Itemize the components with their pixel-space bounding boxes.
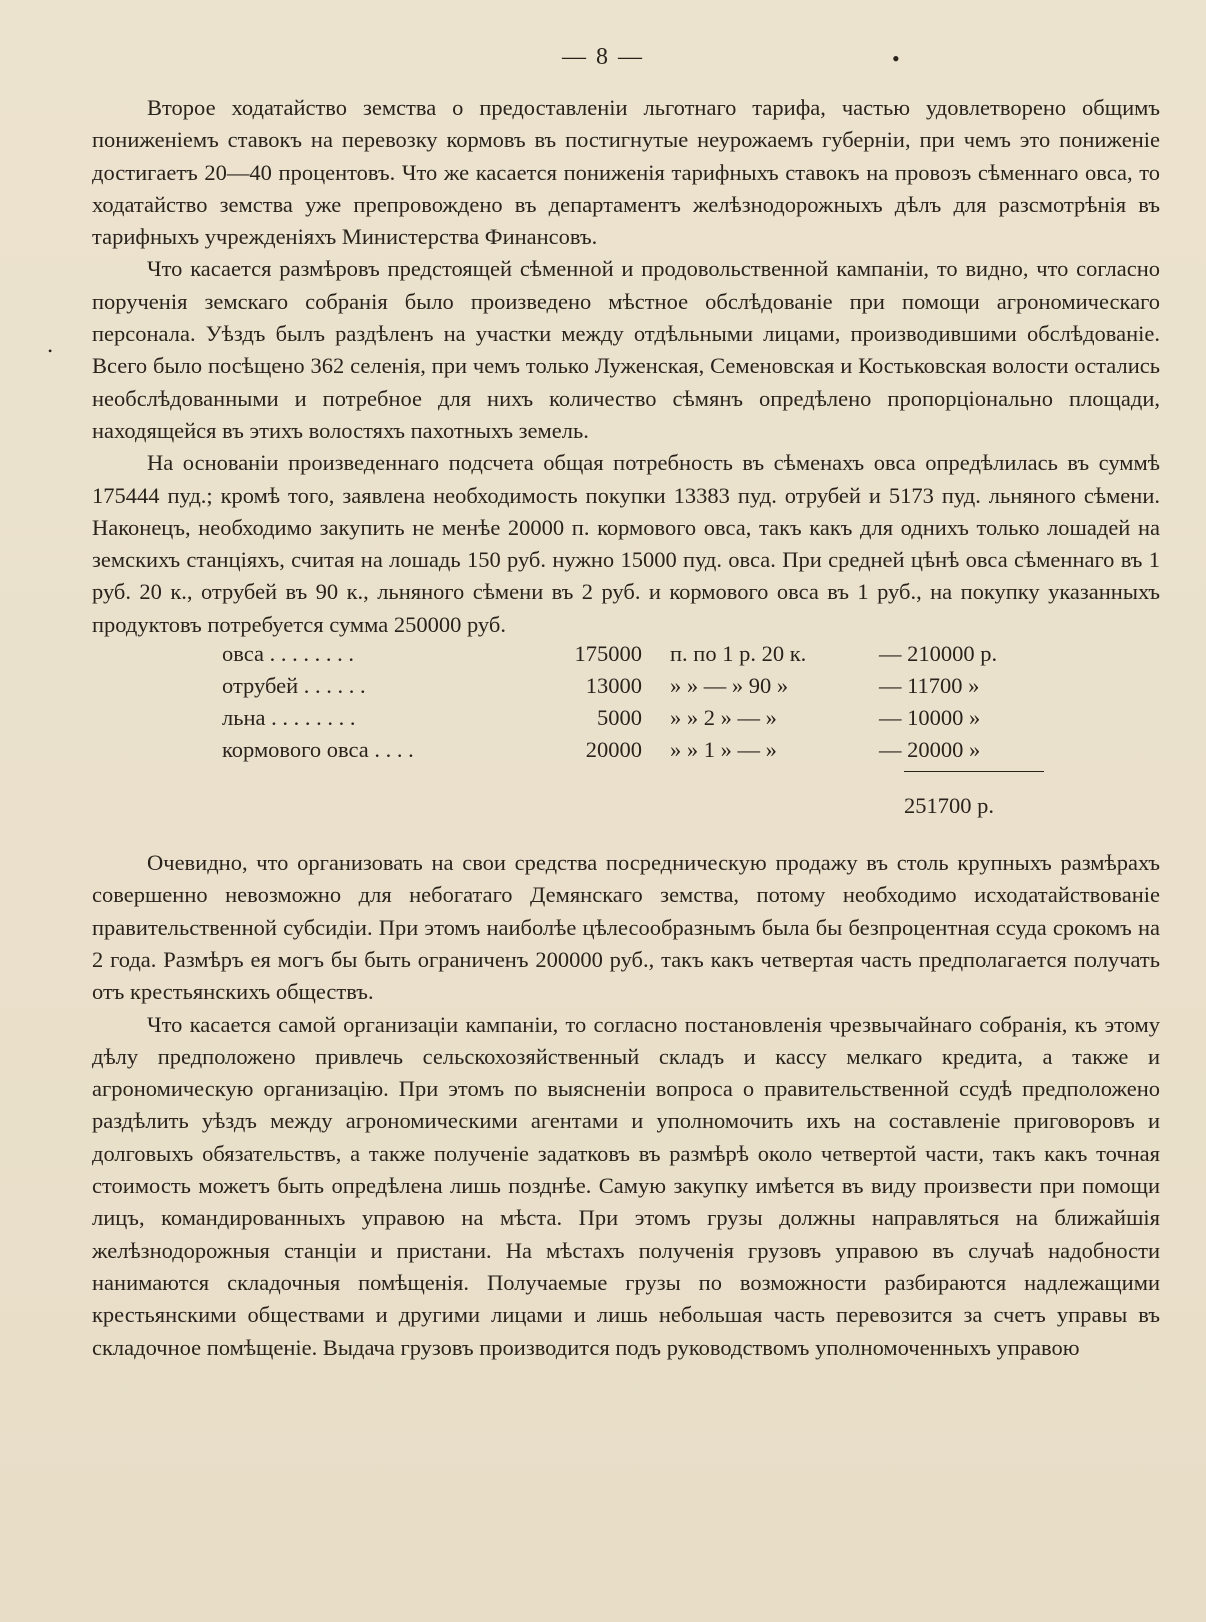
calc-price: п. по 1 р. 20 к. [670, 641, 807, 667]
paragraph-organization: Что касается самой организаціи кампаніи, то согласно постановленія чрезвычайнаго собранія, къ этому дѣлу предположено привлечь сельскохозяйственный складъ и кассу мелкаго кредита, а также и агрономическую организацію. При этомъ по выясненіи вопроса о правительственной ссудѣ предположено раздѣлить уѣздъ между агрономическими агентами и уполномочить ихъ на составленіе приговоровъ и долговыхъ обязательствъ, а также полученіе задатковъ въ размѣрѣ около четвертой части, такъ какъ точная стоимость можетъ быть опредѣлена лишь позднѣе. Самую закупку имѣется въ виду произвести при помощи лицъ, командированныхъ управою на мѣста. При этомъ грузы должны направляться на ближайшія желѣзнодорожныя станціи и пристани. На мѣстахъ полученія грузовъ управою въ случаѣ надобности нанимаются складочныя помѣщенія. Получаемые грузы по возможности разбираются надлежащими крестьянскими обществами и другими лицами и лишь небольшая часть перевозится за счетъ управы въ складочное помѣщеніе. Выдача грузовъ производится подъ руководствомъ уполномоченныхъ управою [92, 1011, 1160, 1360]
calc-quantity: 175000 [574, 641, 642, 667]
calc-item: отрубей . . . . . . [222, 673, 366, 699]
paragraph-tariff: Второе ходатайство земства о предоставленіи льготнаго тарифа, частью удовлетворено общимъ пониженіемъ ставокъ на перевозку кормовъ въ постигнутые неурожаемъ губерніи, при чемъ это пониженіе достигаетъ 20—40 процентовъ. Что же касается пониженія тарифныхъ ставокъ на провозъ сѣменнаго овса, то ходатайство земства уже препровождено въ департаментъ желѣзнодорожныхъ дѣлъ для разсмотрѣнія въ тарифныхъ учрежденіяхъ Министерства Финансовъ. [92, 95, 1160, 250]
calc-row [92, 737, 1160, 769]
calc-item: кормового овса . . . . [222, 737, 414, 763]
calc-price: » » — » 90 » [670, 673, 789, 699]
paragraph-subsidy: Очевидно, что организовать на свои средства посредническую продажу въ столь крупныхъ размѣрахъ совершенно невозможно для небогатаго Демянскаго земства, потому необходимо исходатайствованіе правительственной субсидіи. При этомъ наиболѣе цѣлесообразнымъ была бы безпроцентная ссуда срокомъ на 2 года. Размѣръ ея могъ бы быть ограниченъ 200000 руб., такъ какъ четвертая часть предполагается получать отъ крестьянскихъ обществъ. [92, 850, 1160, 1005]
calc-row [92, 705, 1160, 737]
page-number: — 8 — [562, 44, 644, 70]
margin-mark: • [892, 46, 900, 71]
calc-row [92, 673, 1160, 705]
calc-row [92, 641, 1160, 673]
calc-quantity: 13000 [585, 673, 642, 699]
calc-sum-row [92, 793, 1160, 825]
calc-item: овса . . . . . . . . [222, 641, 354, 667]
calc-sum: 251700 р. [904, 793, 994, 819]
calc-price: » » 1 » — » [670, 737, 777, 763]
calc-quantity: 20000 [585, 737, 642, 763]
cost-calculation [92, 641, 1160, 847]
calc-total: — 20000 » [879, 737, 981, 763]
calc-total: — 10000 » [879, 705, 981, 731]
body-text [92, 92, 1160, 1364]
calc-item: льна . . . . . . . . [222, 705, 356, 731]
paragraph-needs: На основаніи произведеннаго подсчета общая потребность въ сѣменахъ овса опредѣлилась въ суммѣ 175444 пуд.; кромѣ того, заявлена необходимость покупки 13383 пуд. отрубей и 5173 пуд. льняного сѣмени. Наконецъ, необходимо закупить не менѣе 20000 п. кормового овса, такъ какъ для однихъ только лошадей на земскихъ станціяхъ, считая на лошадь 150 руб. нужно 15000 пуд. овса. При средней цѣнѣ овса сѣменнаго въ 1 руб. 20 к., отрубей въ 90 к., льняного сѣмени въ 2 руб. и кормового овса въ 1 руб., на покупку указанныхъ продуктовъ потребуется сумма 250000 руб. [92, 450, 1160, 637]
paragraph-survey: Что касается размѣровъ предстоящей сѣменной и продовольственной кампаніи, то видно, что согласно порученія земскаго собранія было произведено мѣстное обслѣдованіе при помощи агрономическаго персонала. Уѣздъ былъ раздѣленъ на участки между отдѣльными лицами, производившими обслѣдованіе. Всего было посѣщено 362 селенія, при чемъ только Луженская, Семеновская и Костьковская волости остались необслѣдованными и потребное для нихъ количество сѣмянъ опредѣлено пропорціонально площади, находящейся въ этихъ волостяхъ пахотныхъ земель. [92, 256, 1160, 443]
calc-price: » » 2 » — » [670, 705, 777, 731]
calc-total: — 210000 р. [879, 641, 998, 667]
margin-mark-small: • [48, 344, 53, 358]
calc-total: — 11700 » [879, 673, 980, 699]
sum-rule [904, 771, 1044, 772]
calc-quantity: 5000 [597, 705, 642, 731]
